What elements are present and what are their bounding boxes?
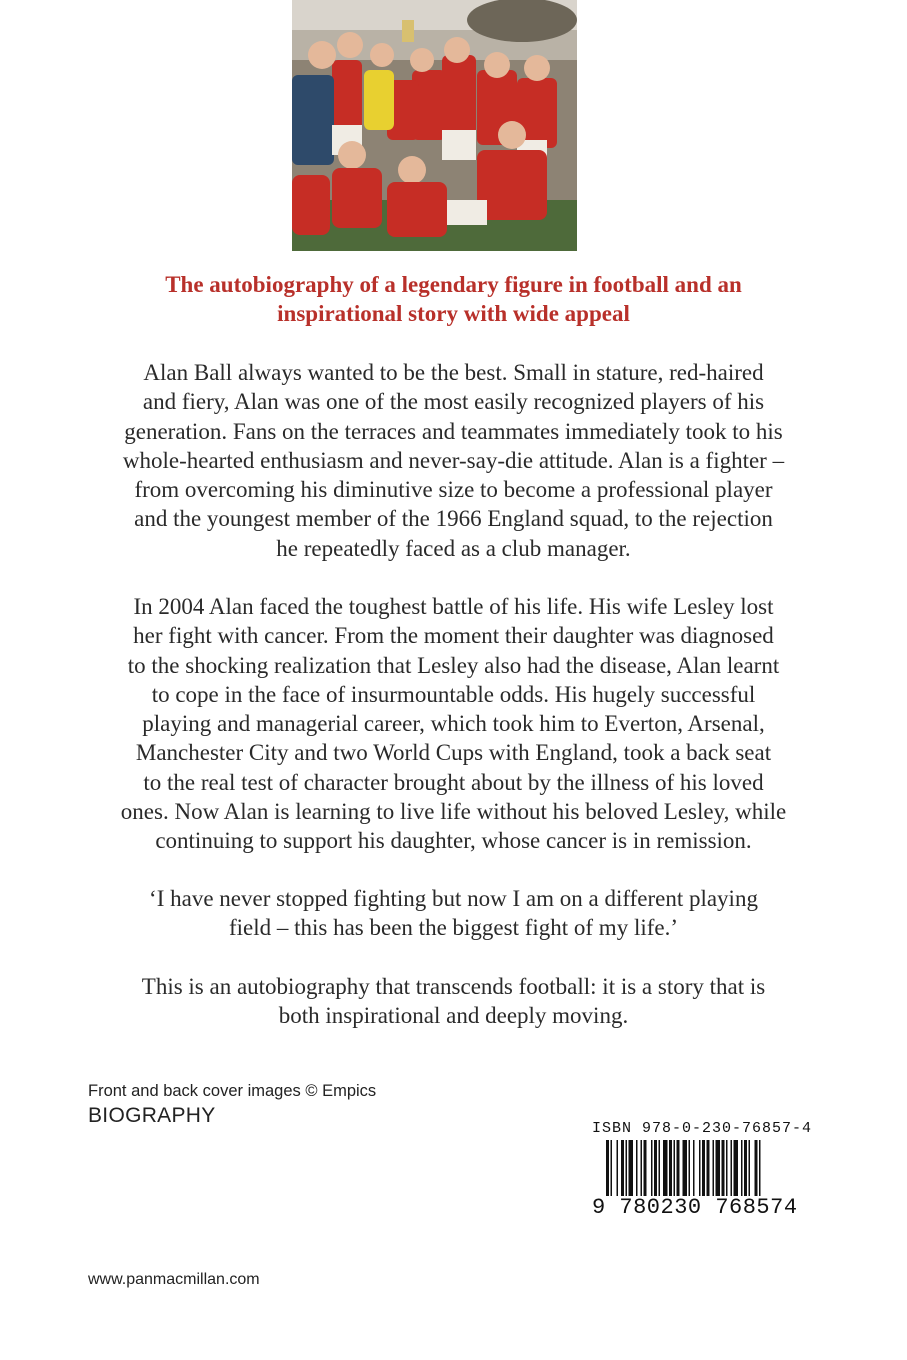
quote-line: ‘I have never stopped fighting but now I am on a different playing xyxy=(149,886,758,911)
barcode-bar xyxy=(626,1140,628,1200)
barcode-number: 9 780230 768574 xyxy=(592,1195,798,1220)
barcode-bar xyxy=(749,1140,751,1200)
paragraph-line: whole-hearted enthusiasm and never-say-die attitude. Alan is a fighter – xyxy=(122,447,785,473)
barcode-bar xyxy=(722,1140,725,1200)
headline-line: The autobiography of a legendary figure in football and an xyxy=(165,272,742,297)
publisher-website: www.panmacmillan.com xyxy=(88,1271,260,1288)
barcode-bar xyxy=(636,1140,638,1200)
team-photo xyxy=(292,0,577,251)
paragraph-line: generation. Fans on the terraces and teammates immediately took to his xyxy=(124,418,783,444)
paragraph-line: to cope in the face of insurmountable odds. His hugely successful xyxy=(151,681,756,707)
barcode-bar xyxy=(629,1140,634,1200)
barcode-bar xyxy=(713,1140,715,1200)
paragraph-line: and the youngest member of the 1966 England squad, to the rejection xyxy=(134,506,773,532)
barcode-bar xyxy=(731,1140,733,1200)
paragraph-line: and fiery, Alan was one of the most easily recognized players of his xyxy=(142,389,765,415)
paragraph-line: continuing to support his daughter, whose cancer is in remission. xyxy=(155,828,752,854)
barcode-bar xyxy=(651,1140,653,1200)
quote-line: field – this has been the biggest fight of my life.’ xyxy=(228,915,679,941)
paragraph-line: he repeatedly faced as a club manager. xyxy=(276,535,631,561)
category-label: BIOGRAPHY xyxy=(88,1104,216,1127)
barcode-bar xyxy=(617,1140,619,1200)
image-credit: Front and back cover images © Empics xyxy=(88,1082,377,1100)
paragraph-line: her fight with cancer. From the moment their daughter was diagnosed xyxy=(133,623,774,649)
barcode-bar xyxy=(677,1140,680,1200)
closing-line: both inspirational and deeply moving. xyxy=(278,1003,629,1029)
barcode-bar xyxy=(741,1140,743,1200)
barcode-bar xyxy=(641,1140,643,1200)
paragraph-line: playing and managerial career, which took him to Everton, Arsenal, xyxy=(142,711,765,737)
paragraph-line: Manchester City and two World Cups with England, took a back seat xyxy=(135,740,772,766)
barcode-bar xyxy=(726,1140,728,1200)
barcode-bar xyxy=(759,1140,761,1200)
barcode-bar xyxy=(702,1140,705,1200)
headline xyxy=(60,270,847,328)
closing-line: This is an autobiography that transcends football: it is a story that is xyxy=(141,974,766,999)
isbn-label: ISBN 978-0-230-76857-4 xyxy=(592,1120,813,1137)
paragraph-intro xyxy=(60,358,847,563)
paragraph-line: to the shocking realization that Lesley also had the disease, Alan learnt xyxy=(127,652,780,678)
paragraph-line: from overcoming his diminutive size to become a professional player xyxy=(134,477,773,503)
paragraph-2004 xyxy=(60,592,847,856)
barcode-bar xyxy=(699,1140,701,1200)
barcode-bar xyxy=(716,1140,721,1200)
barcode-bar xyxy=(621,1140,624,1200)
paragraph-line: In 2004 Alan faced the toughest battle of his life. His wife Lesley lost xyxy=(133,594,774,619)
barcode-bar xyxy=(663,1140,668,1200)
barcode-bar xyxy=(707,1140,710,1200)
team-photo-icon xyxy=(292,0,577,251)
paragraph-line: Alan Ball always wanted to be the best. Small in stature, red-haired xyxy=(143,360,764,385)
barcode-bar xyxy=(693,1140,695,1200)
paragraph-line: to the real test of character brought about by the illness of his loved xyxy=(143,769,764,795)
barcode-bar xyxy=(734,1140,739,1200)
closing-statement xyxy=(60,972,847,1031)
barcode-bar xyxy=(744,1140,747,1200)
barcode-bar xyxy=(644,1140,647,1200)
barcode-bar xyxy=(674,1140,676,1200)
quote xyxy=(60,884,847,943)
barcode-bar xyxy=(683,1140,688,1200)
barcode-bar xyxy=(611,1140,613,1200)
paragraph-line: ones. Now Alan is learning to live life without his beloved Lesley, while xyxy=(120,799,787,825)
barcode-bar xyxy=(654,1140,657,1200)
barcode-bar xyxy=(755,1140,758,1200)
barcode-bar xyxy=(669,1140,672,1200)
barcode-bar xyxy=(659,1140,661,1200)
headline-line: inspirational story with wide appeal xyxy=(277,301,630,326)
barcode-bar xyxy=(606,1140,609,1200)
barcode-bar xyxy=(689,1140,691,1200)
